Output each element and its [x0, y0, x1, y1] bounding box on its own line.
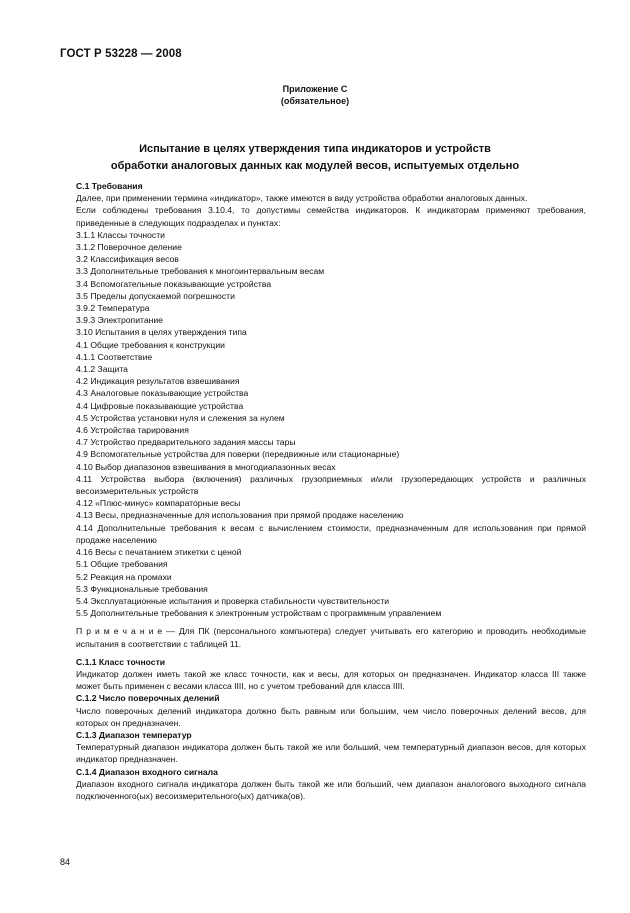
list-item: 4.12 «Плюс-минус» компараторные весы [76, 498, 241, 509]
appendix-label: Приложение С [282, 84, 348, 94]
list-item: 4.11 Устройства выбора (включения) различных грузоприемных и/или грузопередающих устройств и различных весоизмерительных устройств [76, 473, 586, 497]
list-item: 4.4 Цифровые показывающие устройства [76, 400, 244, 411]
appendix-title-line1: Испытание в целях утверждения типа индикаторов и устройств [139, 143, 491, 155]
list-item: 3.10 Испытания в целях утверждения типа [76, 327, 247, 338]
document-code-header: ГОСТ Р 53228 — 2008 [60, 48, 182, 60]
section-heading-c1-1: С.1.1 Класс точности [76, 656, 166, 667]
section-heading-c1-3: С.1.3 Диапазон температур [76, 729, 192, 740]
paragraph-c1-1-text: Индикатор должен иметь такой же класс точности, как и весы, для которых он предназначен. Индикатор класса III также может быть применен с весами класса IIII, но с учетом требований для класса IIII. [76, 668, 586, 692]
note-text: — Для ПК (персонального компьютера) следует учитывать его категорию и проводить необходимые испытания в соответствии с таблицей 11. [76, 626, 587, 649]
list-item: 3.1.1 Классы точности [76, 229, 165, 240]
list-item: 4.3 Аналоговые показывающие устройства [76, 388, 249, 399]
list-item: 4.2 Индикация результатов взвешивания [76, 376, 240, 387]
appendix-title-line2: обработки аналоговых данных как модулей весов, испытуемых отдельно [110, 160, 520, 172]
list-item: 4.1 Общие требования к конструкции [76, 339, 225, 350]
appendix-status: (обязательное) [280, 96, 350, 106]
list-item: 4.10 Выбор диапазонов взвешивания в многодиапазонных весах [76, 461, 336, 472]
list-item: 4.14 Дополнительные требования к весам с вычислением стоимости, предназначенным для использования при прямой продаже населению [76, 522, 586, 545]
list-item: 4.9 Вспомогательные устройства для поверки (передвижные или стационарные) [76, 449, 400, 460]
list-item: 4.1.1 Соответствие [76, 351, 153, 362]
paragraph-c1-4-text: Диапазон входного сигнала индикатора должен быть такой же или больший, чем диапазон аналогового выходного сигнала подключенного(ых) весоизмерительного(ых) датчика(ов). [76, 778, 586, 801]
list-item: 4.1.2 Защита [76, 364, 128, 375]
paragraph-c1-2-text: Число поверочных делений индикатора должно быть равным или большим, чем число поверочных делений весов, для которых он предназначен. [76, 705, 586, 728]
note-paragraph [60, 625, 586, 649]
requirements-list [60, 229, 586, 620]
list-item: 4.13 Весы, предназначенные для использования при прямой продаже населению [76, 510, 404, 521]
list-item: 4.5 Устройства установки нуля и слежения за нулем [76, 412, 285, 423]
list-item: 4.7 Устройство предварительного задания массы тары [76, 437, 296, 448]
list-item: 4.16 Весы с печатанием этикетки с ценой [76, 547, 242, 558]
section-heading-c1-2: С.1.2 Число поверочных делений [76, 693, 220, 704]
list-item: 5.4 Эксплуатационные испытания и проверка стабильности чувствительности [76, 595, 390, 606]
list-item: 5.1 Общие требования [76, 559, 168, 570]
list-item: 3.4 Вспомогательные показывающие устройства [76, 278, 272, 289]
list-item: 5.5 Дополнительные требования к электронным устройствам с программным управлением [76, 608, 442, 619]
section-heading-c1: С.1 Требования [76, 181, 143, 191]
section-heading-c1-4: С.1.4 Диапазон входного сигнала [76, 766, 218, 777]
list-item: 3.9.3 Электропитание [76, 315, 163, 326]
list-item: 3.1.2 Поверочное деление [76, 242, 182, 253]
list-item: 3.3 Дополнительные требования к многоинтервальным весам [76, 266, 325, 277]
paragraph-c1-2: Если соблюдены требования 3.10.4, то допустимы семейства индикаторов. К индикаторам применяют требования, приведенные в следующих подразделах и пунктах: [76, 205, 586, 228]
document-body [60, 180, 586, 802]
list-item: 3.2 Классификация весов [76, 254, 179, 265]
list-item: 5.2 Реакция на промахи [76, 571, 172, 582]
page-number: 84 [60, 857, 71, 867]
list-item: 3.9.2 Температура [76, 303, 150, 314]
list-item: 3.5 Пределы допускаемой погрешности [76, 290, 235, 301]
list-item: 4.6 Устройства тарирования [76, 425, 189, 436]
note-label: П р и м е ч а н и е [76, 626, 163, 637]
list-item: 5.3 Функциональные требования [76, 583, 208, 594]
paragraph-c1-1: Далее, при применении термина «индикатор», также имеются в виду устройства обработки аналоговых данных. [76, 193, 528, 204]
paragraph-c1-3-text: Температурный диапазон индикатора должен быть такой же или больший, чем температурный диапазон весов, для которых индикатор предназначен. [76, 742, 586, 765]
